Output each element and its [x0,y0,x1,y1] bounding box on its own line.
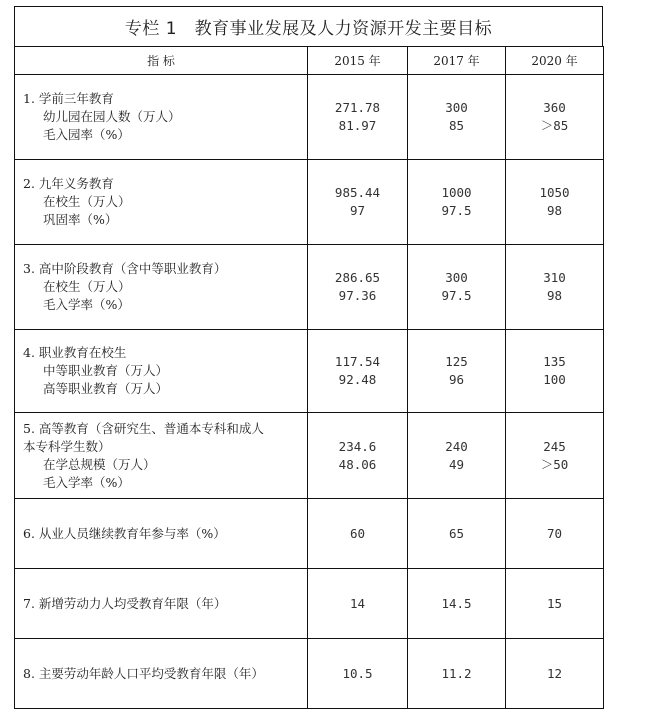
indicator-sub: 毛入学率（%） [43,297,130,312]
value: 125 [445,354,468,369]
indicator-cell [15,413,308,499]
indicator-sub: 在学总规模（万人） [43,456,156,472]
header-row [15,47,604,75]
value: 81.97 [338,118,377,133]
value-2015: 14 [308,569,408,639]
value-2015 [308,330,408,413]
value: 97.5 [441,203,472,218]
indicator-cell [15,75,308,160]
indicator-sub: 在校生（万人） [43,194,131,209]
value-2015 [308,75,408,160]
table-row [15,569,604,639]
indicator-head: 2. 九年义务教育 [23,176,114,191]
value: 100 [543,372,566,387]
value: 300 [445,100,468,115]
value-2015 [308,160,408,245]
value: 300 [445,270,468,285]
table-row [15,245,604,330]
table-row [15,413,604,499]
table-row [15,75,604,160]
value: 245 [543,438,566,454]
value-2020 [506,330,604,413]
indicator-head: 3. 高中阶段教育（含中等职业教育） [23,261,227,276]
indicator-sub: 毛入园率（%） [43,127,130,142]
table-title: 专栏 1 教育事业发展及人力资源开发主要目标 [14,6,603,46]
value: ＞85 [540,118,569,133]
value: 98 [546,203,563,218]
indicator-sub: 中等职业教育（万人） [43,363,169,378]
indicator-cell: 6. 从业人员继续教育年参与率（%） [15,499,308,569]
value: 1050 [539,185,570,200]
indicator-sub: 幼儿园在园人数（万人） [43,109,181,124]
value-2017 [408,245,506,330]
value: 360 [543,100,566,115]
value-2017: 65 [408,499,506,569]
header-2020: 2020 年 [506,47,604,75]
value-2015: 60 [308,499,408,569]
value-2017: 14.5 [408,569,506,639]
value-2015 [308,413,408,499]
value-2020: 12 [506,639,604,709]
value-2020: 15 [506,569,604,639]
goals-table-panel [14,6,603,709]
value: 48.06 [338,456,377,472]
value: 240 [445,438,468,454]
value-2020 [506,75,604,160]
table-row [15,160,604,245]
value-2020 [506,245,604,330]
value: 271.78 [334,100,381,115]
indicator-sub: 高等职业教育（万人） [43,381,169,396]
value-2015: 10.5 [308,639,408,709]
value: 234.6 [338,438,377,454]
value-2017: 11.2 [408,639,506,709]
indicator-head: 4. 职业教育在校生 [23,345,127,360]
table-row [15,499,604,569]
value: 98 [546,288,563,303]
value: 985.44 [334,185,381,200]
value: 92.48 [338,372,377,387]
header-2015: 2015 年 [308,47,408,75]
indicator-head: 1. 学前三年教育 [23,91,114,106]
value-2020: 70 [506,499,604,569]
value: 1000 [441,185,472,200]
value: 135 [543,354,566,369]
indicator-cell [15,160,308,245]
indicator-cell [15,245,308,330]
indicator-cell: 8. 主要劳动年龄人口平均受教育年限（年） [15,639,308,709]
value-2020 [506,413,604,499]
indicator-cell [15,330,308,413]
value: 117.54 [334,354,381,369]
value-2015 [308,245,408,330]
value-2017 [408,330,506,413]
value: 85 [448,118,465,133]
indicator-cell: 7. 新增劳动力人均受教育年限（年） [15,569,308,639]
value: 97.36 [338,288,377,303]
indicator-sub: 巩固率（%） [43,212,118,227]
indicator-sub: 毛入学率（%） [43,474,130,490]
indicator-sub: 在校生（万人） [43,279,131,294]
table-row [15,330,604,413]
value-2020 [506,160,604,245]
header-2017: 2017 年 [408,47,506,75]
value-2017 [408,160,506,245]
value: ＞50 [540,456,569,472]
value: 96 [448,372,465,387]
table-row [15,639,604,709]
indicator-head-continued: 本专科学生数） [23,438,111,454]
indicator-head: 5. 高等教育（含研究生、普通本专科和成人 [23,420,264,436]
value: 97.5 [441,288,472,303]
value-2017 [408,75,506,160]
header-indicator: 指 标 [15,47,308,75]
value: 286.65 [334,270,381,285]
value: 310 [543,270,566,285]
value-2017 [408,413,506,499]
value: 97 [349,203,366,218]
value: 49 [448,456,465,472]
goals-table [14,46,604,709]
